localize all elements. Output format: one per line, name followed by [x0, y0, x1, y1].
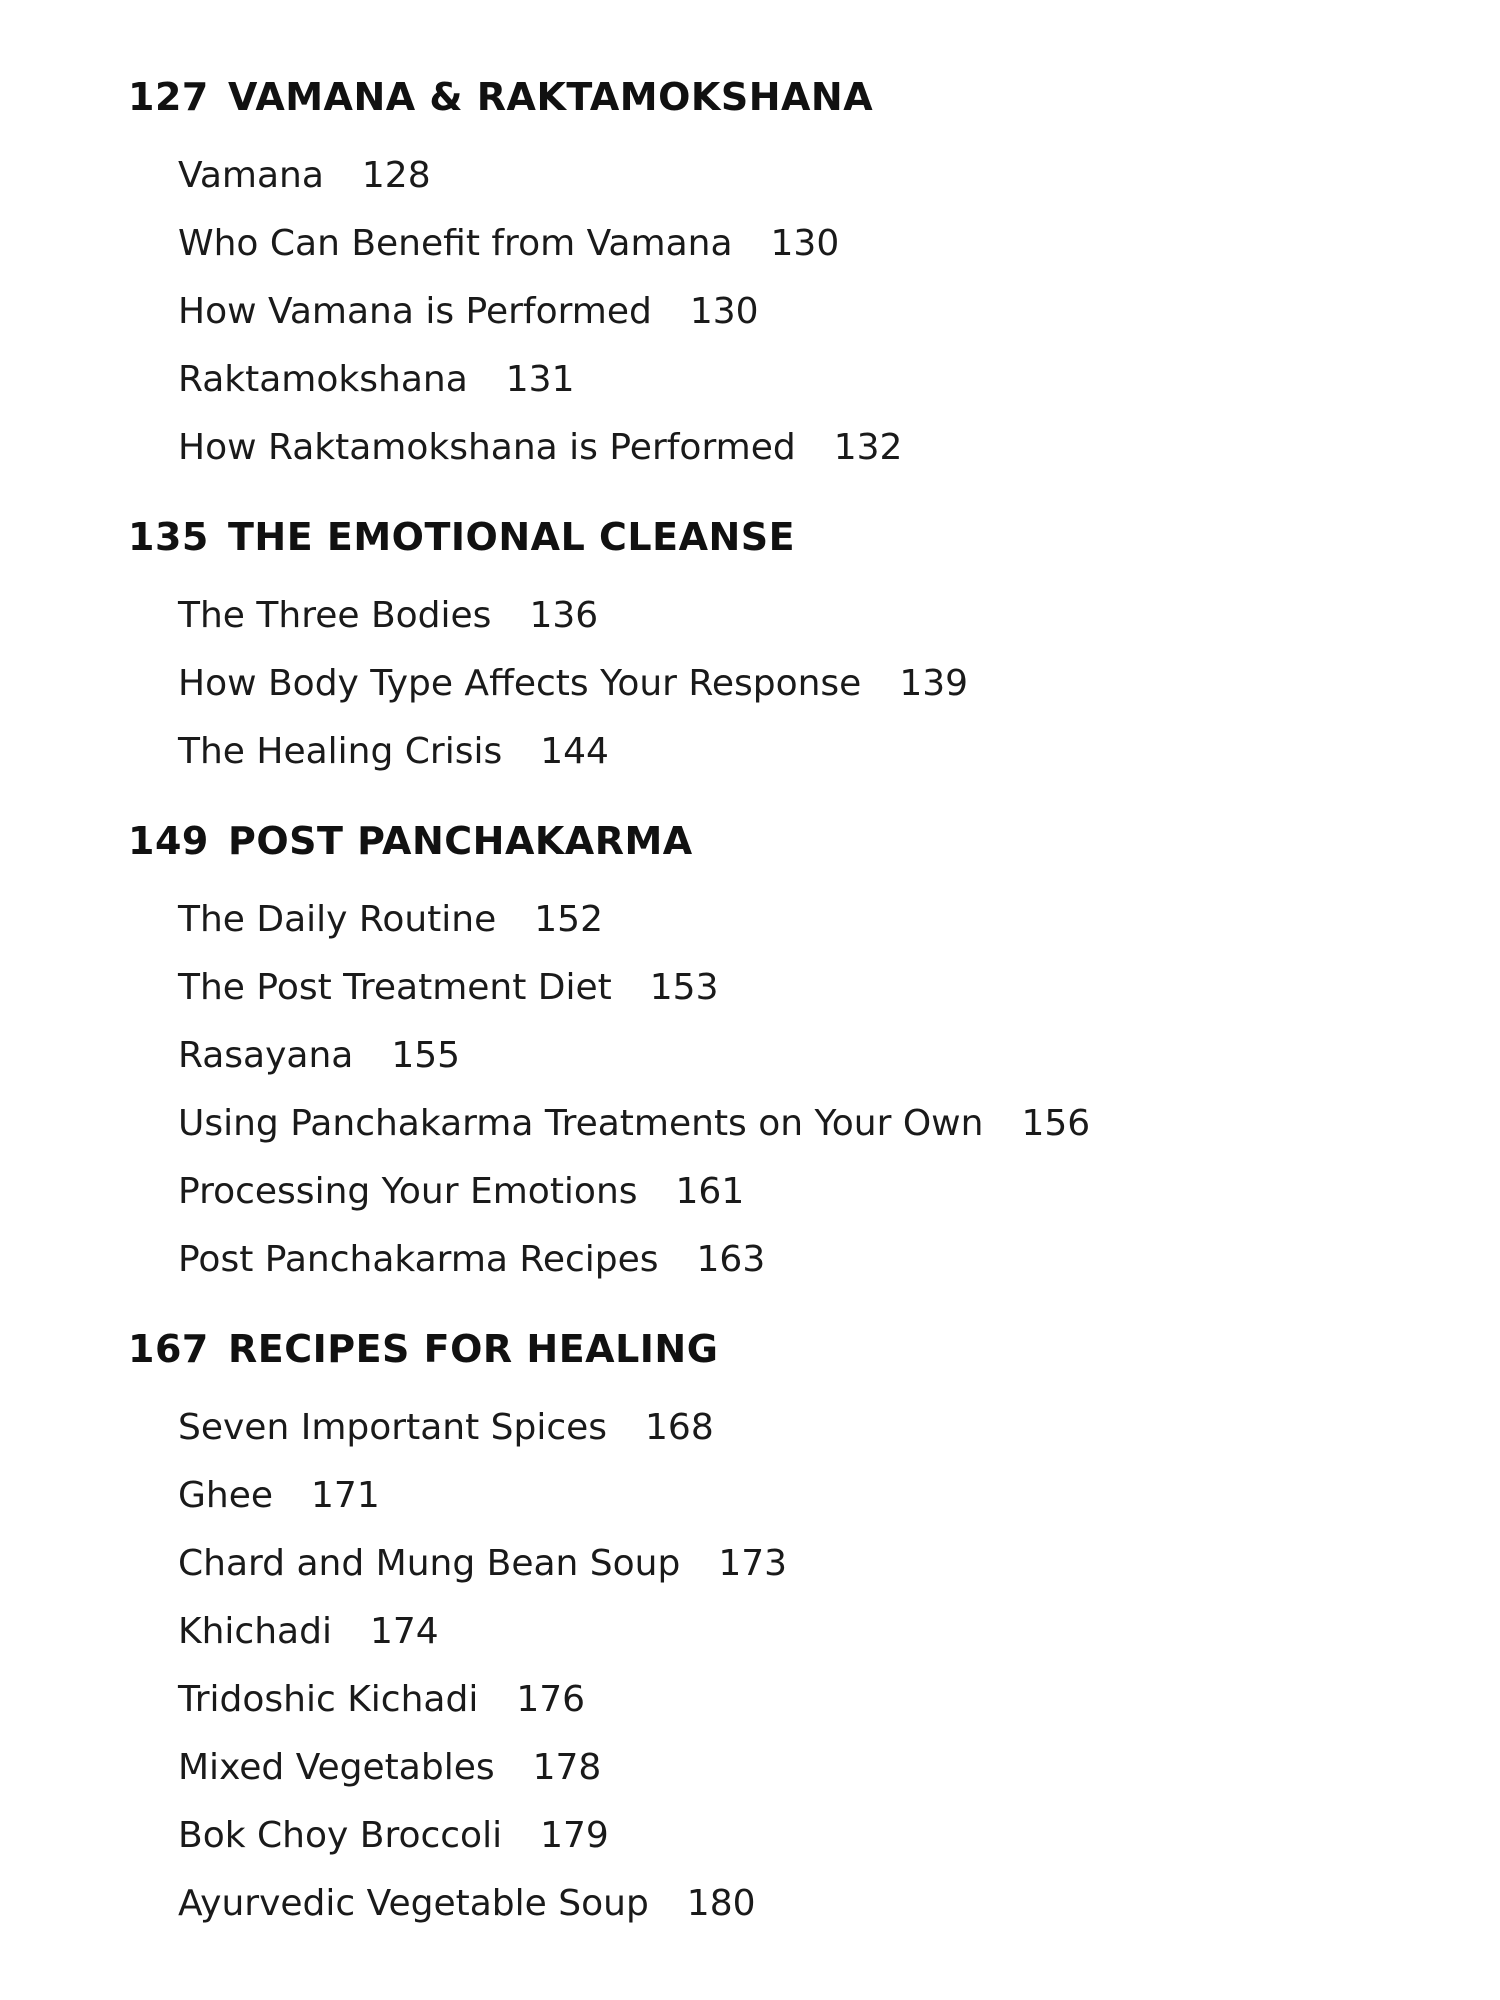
entry-page-number: 136 [529, 595, 599, 636]
entry-page-number: 173 [718, 1543, 788, 1584]
entry-page-number: 128 [361, 155, 431, 196]
entry-title: Raktamokshana [178, 359, 468, 400]
entry-page-number: 180 [686, 1883, 756, 1924]
entry-title: Mixed Vegetables [178, 1747, 495, 1788]
toc-entry [178, 1090, 1278, 1158]
section-title: THE EMOTIONAL CLEANSE [228, 515, 796, 559]
entry-title: Processing Your Emotions [178, 1171, 638, 1212]
toc-entry [178, 278, 1278, 346]
toc-entry [178, 582, 1278, 650]
toc-entry [178, 346, 1278, 414]
entry-title: Ghee [178, 1475, 274, 1516]
entry-title: How Vamana is Performed [178, 291, 652, 332]
toc-section-vamana-raktamokshana [128, 52, 1278, 482]
toc-section-emotional-cleanse [128, 492, 1278, 786]
section-title: VAMANA & RAKTAMOKSHANA [228, 75, 874, 119]
entry-title: The Daily Routine [178, 899, 497, 940]
toc-entry [178, 142, 1278, 210]
toc-entry [178, 210, 1278, 278]
section-page-number: 149 [128, 819, 209, 863]
toc-entry [178, 1394, 1278, 1462]
entry-title: Post Panchakarma Recipes [178, 1239, 659, 1280]
section-page-number: 167 [128, 1327, 209, 1371]
entry-page-number: 161 [675, 1171, 745, 1212]
entry-page-number: 174 [369, 1611, 439, 1652]
section-header [128, 796, 1278, 886]
entry-page-number: 131 [505, 359, 575, 400]
entry-title: Bok Choy Broccoli [178, 1815, 503, 1856]
section-entries [128, 142, 1278, 482]
entry-title: How Raktamokshana is Performed [178, 427, 796, 468]
section-entries [128, 886, 1278, 1294]
toc-section-post-panchakarma [128, 796, 1278, 1294]
entry-page-number: 168 [645, 1407, 714, 1448]
entry-page-number: 144 [540, 731, 609, 772]
toc-entry [178, 718, 1278, 786]
toc-entry [178, 1666, 1278, 1734]
toc-entry [178, 1462, 1278, 1530]
entry-page-number: 152 [534, 899, 603, 940]
entry-title: Seven Important Spices [178, 1407, 608, 1448]
entry-page-number: 130 [770, 223, 840, 264]
entry-title: Tridoshic Kichadi [178, 1679, 479, 1720]
toc-entry [178, 1226, 1278, 1294]
toc-entry [178, 1158, 1278, 1226]
section-header [128, 1304, 1278, 1394]
entry-page-number: 139 [899, 663, 969, 704]
toc-entry [178, 886, 1278, 954]
entry-page-number: 171 [311, 1475, 380, 1516]
toc-entry [178, 650, 1278, 718]
entry-page-number: 163 [696, 1239, 766, 1280]
toc-entry [178, 1802, 1278, 1870]
section-entries [128, 582, 1278, 786]
toc-section-recipes-for-healing [128, 1304, 1278, 1938]
toc-entry [178, 414, 1278, 482]
section-header [128, 52, 1278, 142]
toc-entry [178, 1598, 1278, 1666]
entry-title: Khichadi [178, 1611, 332, 1652]
entry-title: Rasayana [178, 1035, 354, 1076]
section-title: POST PANCHAKARMA [228, 819, 693, 863]
toc-entry [178, 1022, 1278, 1090]
table-of-contents [128, 52, 1278, 1938]
section-title: RECIPES FOR HEALING [228, 1327, 719, 1371]
toc-entry [178, 954, 1278, 1022]
entry-title: Chard and Mung Bean Soup [178, 1543, 681, 1584]
section-entries [128, 1394, 1278, 1938]
entry-page-number: 155 [391, 1035, 461, 1076]
entry-page-number: 153 [649, 967, 719, 1008]
entry-page-number: 156 [1021, 1103, 1091, 1144]
entry-title: Using Panchakarma Treatments on Your Own [178, 1103, 984, 1144]
entry-title: The Post Treatment Diet [178, 967, 612, 1008]
entry-page-number: 132 [833, 427, 903, 468]
toc-entry [178, 1530, 1278, 1598]
entry-page-number: 179 [540, 1815, 609, 1856]
toc-entry [178, 1734, 1278, 1802]
toc-entry [178, 1870, 1278, 1938]
entry-page-number: 178 [532, 1747, 602, 1788]
entry-title: The Healing Crisis [178, 731, 503, 772]
entry-title: Ayurvedic Vegetable Soup [178, 1883, 649, 1924]
entry-title: The Three Bodies [178, 595, 492, 636]
entry-title: Vamana [178, 155, 324, 196]
section-header [128, 492, 1278, 582]
entry-title: How Body Type Affects Your Response [178, 663, 862, 704]
section-page-number: 127 [128, 75, 209, 119]
entry-page-number: 176 [516, 1679, 586, 1720]
section-page-number: 135 [128, 515, 209, 559]
entry-page-number: 130 [689, 291, 759, 332]
entry-title: Who Can Benefit from Vamana [178, 223, 733, 264]
